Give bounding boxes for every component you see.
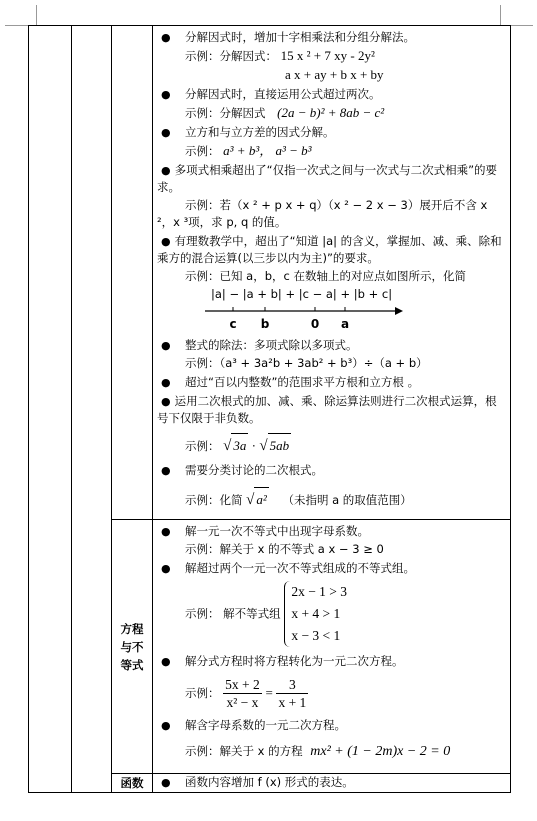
example-label: 示例：解关于 x 的方程 — [185, 744, 303, 758]
bullet-item: ● 分解因式时，直接运用公式超过两次。 — [157, 86, 507, 103]
axis-label: a — [340, 317, 350, 331]
bullet-item: ● 分解因式时，增加十字相乘法和分组分解法。 — [157, 29, 507, 46]
example-line: 示例：（a³ + 3a²b + 3ab² + b³）÷（a + b） — [185, 356, 428, 370]
axis-label: b — [260, 317, 270, 331]
requirements-table — [28, 25, 511, 793]
inequality-system: 2x − 1 > 3 x + 4 > 1 x − 3 < 1 — [284, 581, 347, 647]
table-row — [29, 26, 511, 520]
crop-mark — [5, 25, 28, 26]
example-line — [157, 66, 507, 84]
bullet-item: ● 解超过两个一元一次不等式组成的不等式组。 — [157, 560, 507, 577]
radicand: 5ab — [268, 433, 292, 458]
crop-mark — [510, 25, 533, 26]
number-line — [205, 303, 405, 335]
bullet-item: ● 多项式相乘超出了“仅指一次式之间与一次式与二次式相乘”的要求。 — [157, 163, 498, 194]
operator: · — [252, 439, 256, 453]
bullet-item: ● 解一元一次不等式中出现字母系数。 — [157, 523, 507, 540]
example-line — [157, 676, 507, 711]
crop-mark — [500, 5, 501, 25]
content-cell-equations — [153, 520, 511, 774]
bullet-item: ● 解含字母系数的一元二次方程。 — [157, 717, 507, 734]
bullet-item: ● 运用二次根式的加、减、乘、除运算法则进行二次根式运算，根号下仅限于非负数。 — [157, 394, 497, 425]
math-expression: 15 x ² + 7 xy - 2y² — [280, 48, 375, 63]
fraction: $\frac{5x + 2}{\text{x² − x}}$ — [225, 677, 260, 710]
example-label: 示例： — [185, 439, 220, 453]
bullet-item: ● 超过“百以内整数”的范围求平方根和立方根 。 — [157, 374, 507, 391]
content-cell-function — [153, 774, 511, 793]
bullet-item: ● 需要分类讨论的二次根式。 — [157, 462, 507, 479]
bullet-item: ● 立方和与立方差的因式分解。 — [157, 124, 507, 141]
example-line — [157, 740, 507, 763]
bullet-icon: ● — [161, 235, 171, 248]
empty-cell — [72, 26, 112, 793]
radicand: 3a — [231, 433, 248, 458]
bullet-icon: ● — [161, 395, 171, 408]
math-expression: (2a − b)² + 8ab − c² — [277, 105, 385, 120]
example-label: 示例： — [185, 144, 220, 158]
section-label: 函数 — [112, 774, 153, 793]
fraction: $\frac{3}{x + 1}$ — [278, 677, 307, 710]
axis-label: 0 — [310, 317, 320, 331]
radical-icon: √ — [246, 492, 255, 508]
math-expression: |a| − |a + b| + |c − a| + |b + c| — [211, 287, 393, 301]
example-label: 示例：分解因式： — [185, 49, 277, 63]
math-expression: a³ + b³， a³ − b³ — [223, 143, 312, 158]
example-label: 示例： — [185, 686, 220, 700]
crop-mark — [36, 5, 37, 25]
axis-label: c — [229, 317, 237, 331]
empty-cell — [29, 26, 72, 793]
example-line — [157, 433, 507, 458]
math-expression: a x + ay + b x + by — [285, 67, 384, 82]
operator: = — [265, 685, 273, 700]
example-note: （未指明 a 的取值范围） — [282, 493, 412, 507]
example-line — [157, 581, 507, 647]
example-line: 示例：解关于 x 的不等式 a x − 3 ≥ 0 — [185, 542, 384, 556]
arrow-icon — [395, 307, 403, 315]
example-label: 示例：化简 — [185, 493, 243, 507]
example-line: 示例：若（x ² + p x + q）（x ² − 2 x − 3）展开后不含 x ²，x ³项，求 p, q 的值。 — [157, 198, 488, 229]
math-expression: mx² + (1 − 2m)x − 2 = 0 — [310, 744, 451, 759]
empty-cell — [112, 26, 153, 520]
radicand: a² — [254, 487, 268, 512]
content-cell-algebra — [153, 26, 511, 520]
bullet-item: ● 有理数教学中，超出了“知道 |a| 的含义，掌握加、减、乘、除和乘方的混合运算(以三步以内为主)”的要求。 — [157, 234, 502, 265]
example-line — [157, 487, 507, 512]
bullet-item: ● 解分式方程时将方程转化为一元二次方程。 — [157, 653, 507, 670]
example-label: 示例： 解不等式组 — [185, 606, 281, 621]
bullet-item: ● 函数内容增加 f (x) 形式的表达。 — [157, 774, 507, 791]
radical-icon: √ — [223, 438, 232, 454]
example-line — [157, 142, 507, 160]
example-label: 示例：分解因式 — [185, 106, 266, 120]
bullet-item: ● 整式的除法：多项式除以多项式。 — [157, 337, 507, 354]
example-line — [157, 47, 507, 65]
section-label: 方程 与不 等式 — [112, 520, 153, 774]
radical-icon: √ — [259, 438, 268, 454]
bullet-icon: ● — [161, 164, 171, 177]
example-line: 示例：已知 a，b，c 在数轴上的对应点如图所示，化简 — [185, 269, 466, 283]
example-line — [157, 104, 507, 122]
